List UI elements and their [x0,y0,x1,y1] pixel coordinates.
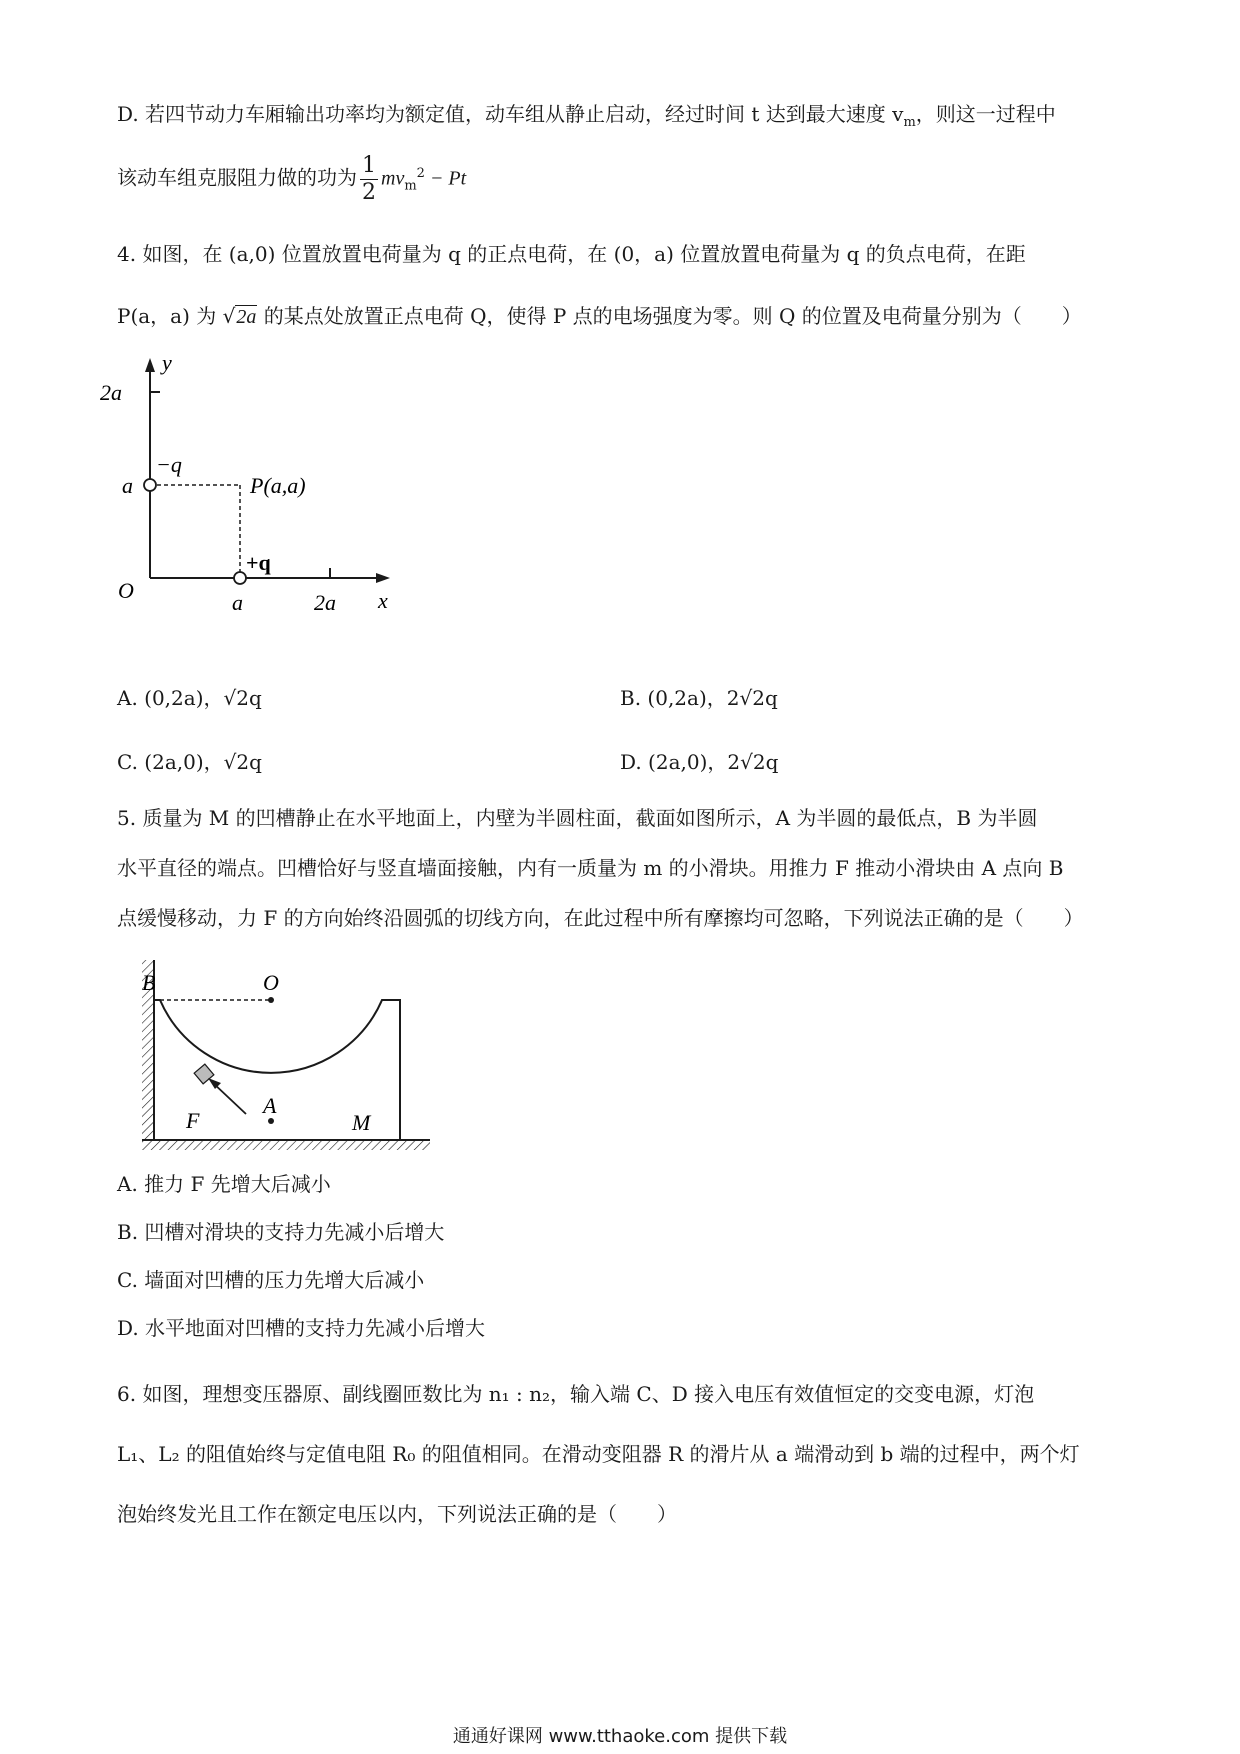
q5-option-c[interactable]: C. 墙面对凹槽的压力先增大后减小 [117,1268,425,1292]
q5-ground-hatch [142,1140,430,1150]
q3-fraction [360,152,378,205]
q5-label-a: A [263,1093,277,1118]
q4-x-arrowhead [376,573,390,583]
q5-label-b: B [142,970,156,995]
q4-coordinate-figure [100,350,420,620]
q4-negative-charge [144,479,156,491]
q5-line1: 5. 质量为 M 的凹槽静止在水平地面上，内壁为半圆柱面，截面如图所示，A 为半圆的最低点，B 为半圆 [117,806,1038,830]
q4-option-d[interactable]: D. (2a,0)，2√2q [620,750,779,774]
q4-option-a[interactable]: A. (0,2a)，√2q [117,686,262,710]
q3-option-d-text: D. 若四节动力车厢输出功率均为额定值，动车组从静止启动，经过时间 t 达到最大速度 v [117,102,904,126]
q4-option-c[interactable]: C. (2a,0)，√2q [117,750,262,774]
q4-2a-x-label: 2a [314,590,336,615]
q4-option-b[interactable]: B. (0,2a)，2√2q [620,686,778,710]
q3-option-d-line2 [117,150,467,205]
q4-a-x-label: a [232,590,243,615]
q4-positive-charge [234,572,246,584]
q5-option-a[interactable]: A. 推力 F 先增大后减小 [117,1172,331,1196]
q4-point-p-label: P(a,a) [250,473,306,498]
q3-vm-subscript: m [903,115,916,130]
q6-line3: 泡始终发光且工作在额定电压以内，下列说法正确的是（ ） [117,1502,677,1526]
q3-expr-tail: − Pt [424,167,467,190]
q3-expr: mv [381,167,405,190]
q4-a-y-label: a [122,473,133,498]
q3-work-text: 该动车组克服阻力做的功为 [117,165,357,190]
q6-line1: 6. 如图，理想变压器原、副线圈匝数比为 n₁ : n₂，输入端 C、D 接入电压有效值恒定的交变电源，灯泡 [117,1382,1035,1406]
q5-line3: 点缓慢移动，力 F 的方向始终沿圆弧的切线方向，在此过程中所有摩擦均可忽略，下列说法正确的是（ ） [117,906,1084,930]
q5-label-o: O [263,970,279,995]
q5-center-point [268,997,274,1003]
q3-fraction-numerator: 1 [362,152,376,178]
q4-y-arrowhead [145,358,155,372]
page-footer: 通通好课网 www.tthaoke.com 提供下载 [452,1726,788,1747]
q3-expr-superscript: 2 [416,166,425,181]
q4-line2 [117,302,1082,331]
q4-sqrt-arg: 2a [236,306,257,328]
q5-label-m: M [352,1110,371,1135]
q5-option-b[interactable]: B. 凹槽对滑块的支持力先减小后增大 [117,1220,445,1244]
q5-label-f: F [186,1108,200,1133]
q5-line2: 水平直径的端点。凹槽恰好与竖直墙面接触，内有一质量为 m 的小滑块。用推力 F 推动小滑块由 A 点向 B [117,856,1064,880]
q6-line2: L₁、L₂ 的阻值始终与定值电阻 R₀ 的阻值相同。在滑动变阻器 R 的滑片从 a 端滑动到 b 端的过程中，两个灯 [117,1442,1080,1466]
q4-origin-label: O [118,578,134,603]
q3-fraction-denominator: 2 [362,179,376,205]
q5-groove-figure [130,950,440,1160]
q4-line1: 4. 如图，在 (a,0) 位置放置电荷量为 q 的正点电荷，在 (0，a) 位置放置电荷量为 q 的负点电荷，在距 [117,242,1026,266]
q4-neg-charge-label: −q [156,452,182,477]
q4-line2-start: P(a，a) 为 √ [117,304,236,328]
q4-x-label: x [378,588,388,613]
q5-bottom-point [268,1118,274,1124]
q4-line2-end: 的某点处放置正点电荷 Q，使得 P 点的电场强度为零。则 Q 的位置及电荷量分别为（ ） [257,304,1082,328]
q4-2a-y-label: 2a [100,380,122,405]
q5-option-d[interactable]: D. 水平地面对凹槽的支持力先减小后增大 [117,1316,486,1340]
q4-pos-charge-label: +q [246,550,271,575]
q3-expr-subscript: m [404,178,417,194]
q5-force-arrowhead [208,1078,221,1089]
q3-option-d-line1 [117,100,1056,137]
q4-y-label: y [162,350,172,375]
q3-option-d-tail: ，则这一过程中 [915,102,1056,126]
